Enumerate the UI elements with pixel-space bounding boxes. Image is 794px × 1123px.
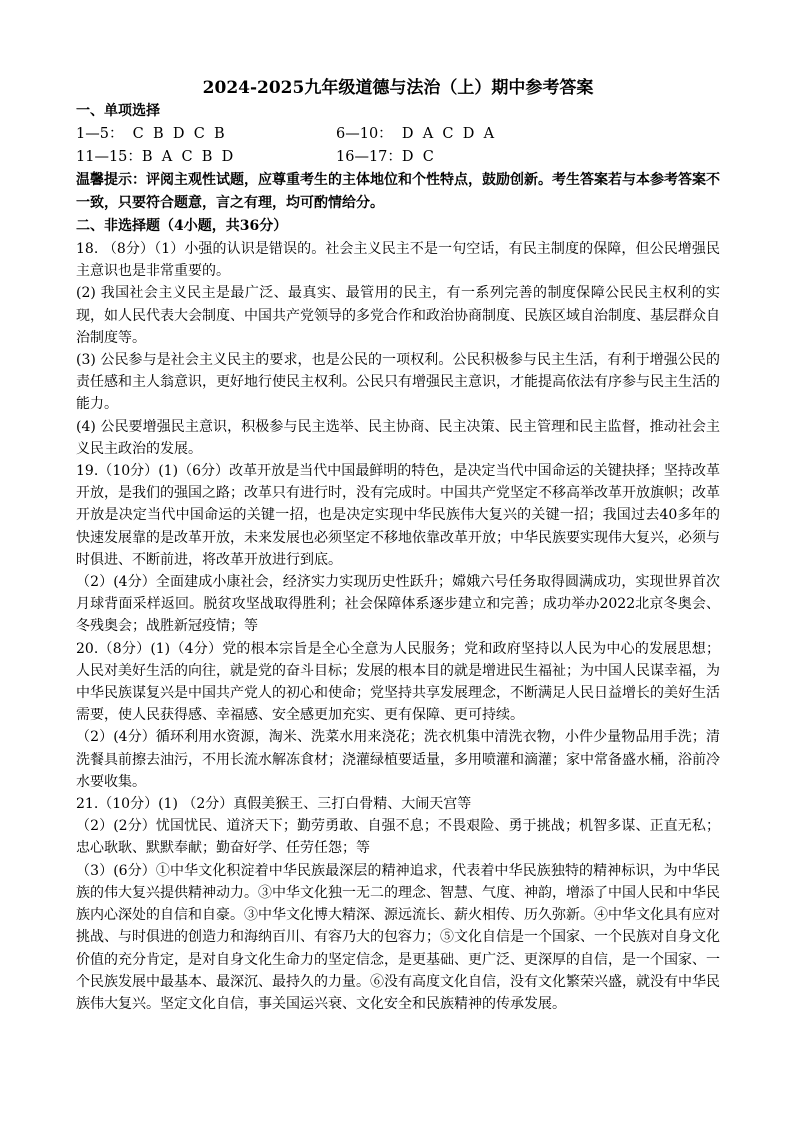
- answer-paragraph-q19-1: 19.（10分）(1)（6分）改革开放是当代中国最鲜明的特色，是决定当代中国命运的关键抉择；坚持改革开放，是我们的强国之路；改革只有进行时，没有完成时。中国共产党坚定不移高举改革开放旗帜；改革开放是决定当代中国命运的关键一招，也是决定实现中华民族伟大复兴的关键一招；我国过去40多年的快速发展靠的是改革开放，未来发展也必须坚定不移地依靠改革开放；中华民族要实现伟大复兴，必须与时俱进、不断前进，将改革开放进行到底。: [76, 463, 720, 568]
- answer-document: [76, 76, 720, 1015]
- mc-answer-row: [76, 123, 720, 146]
- section-1-heading: 一、单项选择: [76, 103, 160, 119]
- section-2-heading: 二、非选择题（4小题，共36分）: [76, 218, 288, 234]
- answer-paragraph-q19-2: （2）(4分）全面建成小康社会，经济实力实现历史性跃升；嫦娥六号任务取得圆满成功，实现世界首次月球背面采样返回。脱贫攻坚战取得胜利；社会保障体系逐步建立和完善；成功举办2022北京冬奥会、冬残奥会；战胜新冠疫情；等: [76, 574, 720, 635]
- mc-answers-6-10: 6—10： D A C D A: [336, 126, 495, 142]
- answer-paragraph-q18-1: 18. （8分）（1）小强的认识是错误的。社会主义民主不是一句空话，有民主制度的保障，但公民增强民主意识也是非常重要的。: [76, 241, 720, 280]
- answer-paragraph-q20-2: （2）(4分）循环利用水资源，淘米、洗菜水用来浇花；洗衣机集中清洗衣物，小件少量物品用手洗；清洗餐具前擦去油污，不用长流水解冻食材；浇灌绿植要适量，多用喷灌和滴灌；家中常备盛水桶，浴前冷水要收集。: [76, 729, 720, 790]
- answer-paragraph-q18-3: (3) 公民参与是社会主义民主的要求，也是公民的一项权利。公民积极参与民主生活，有利于增强公民的责任感和主人翁意识，更好地行使民主权利。公民只有增强民主意识，才能提高依法有序参与民主生活的能力。: [76, 352, 720, 413]
- grading-note: 温馨提示：评阅主观性试题，应尊重考生的主体地位和个性特点，鼓励创新。考生答案若与本参考答案不一致，只要符合题意，言之有理，均可酌情给分。: [76, 172, 720, 211]
- mc-answer-row: [76, 146, 720, 169]
- answer-paragraph-q20-1: 20.（8分）(1)（4分）党的根本宗旨是全心全意为人民服务；党和政府坚持以人民为中心的发展思想；人民对美好生活的向往，就是党的奋斗目标；发展的根本目的就是增进民生福祉；为中国人民谋幸福，为中华民族谋复兴是中国共产党人的初心和使命；党坚持共享发展理念，不断满足人民日益增长的美好生活需要，使人民获得感、幸福感、安全感更加充实、更有保障、更可持续。: [76, 640, 720, 724]
- answer-paragraph-q21-2: （2）(2分）忧国忧民、道济天下；勤劳勇敢、自强不息；不畏艰险、勇于挑战；机智多谋、正直无私；忠心耿耿、默默奉献；勤奋好学、任劳任怨；等: [76, 818, 720, 857]
- answer-paragraph-q21-1: 21.（10分）(1) （2分）真假美猴王、三打白骨精、大闹天宫等: [76, 796, 472, 813]
- mc-answers-1-5: 1—5： C B D C B: [76, 126, 225, 142]
- answer-paragraph-q18-2: (2) 我国社会主义民主是最广泛、最真实、最管用的民主，有一系列完善的制度保障公民民主权利的实现，如人民代表大会制度、中国共产党领导的多党合作和政治协商制度、民族区域自治制度、基层群众自治制度等。: [76, 285, 720, 346]
- answer-paragraph-q21-3: （3）(6分）①中华文化积淀着中华民族最深层的精神追求，代表着中华民族独特的精神标识，为中华民族的伟大复兴提供精神动力。③中华文化独一无二的理念、智慧、气度、神韵，增添了中国人民和中华民族内心深处的自信和自豪。③中华文化博大精深、源远流长、薪火相传、历久弥新。④中华文化具有应对挑战、与时俱进的创造力和海纳百川、有容乃大的包容力；⑤文化自信是一个国家、一个民族对自身文化价值的充分肯定，是对自身文化生命力的坚定信念，是更基础、更广泛、更深厚的自信，是一个国家、一个民族发展中最基本、最深沉、最持久的力量。⑥没有高度文化自信，没有文化繁荣兴盛，就没有中华民族伟大复兴。坚定文化自信，事关国运兴衰、文化安全和民族精神的传承发展。: [76, 862, 720, 1012]
- mc-answers-16-17: 16—17：D C: [336, 149, 434, 165]
- page-title: 2024-2025九年级道德与法治（上）期中参考答案: [202, 78, 594, 98]
- mc-answers-11-15: 11—15：B A C B D: [76, 149, 234, 165]
- answer-paragraph-q18-4: (4) 公民要增强民主意识，积极参与民主选举、民主协商、民主决策、民主管理和民主监督，推动社会主义民主政治的发展。: [76, 418, 720, 457]
